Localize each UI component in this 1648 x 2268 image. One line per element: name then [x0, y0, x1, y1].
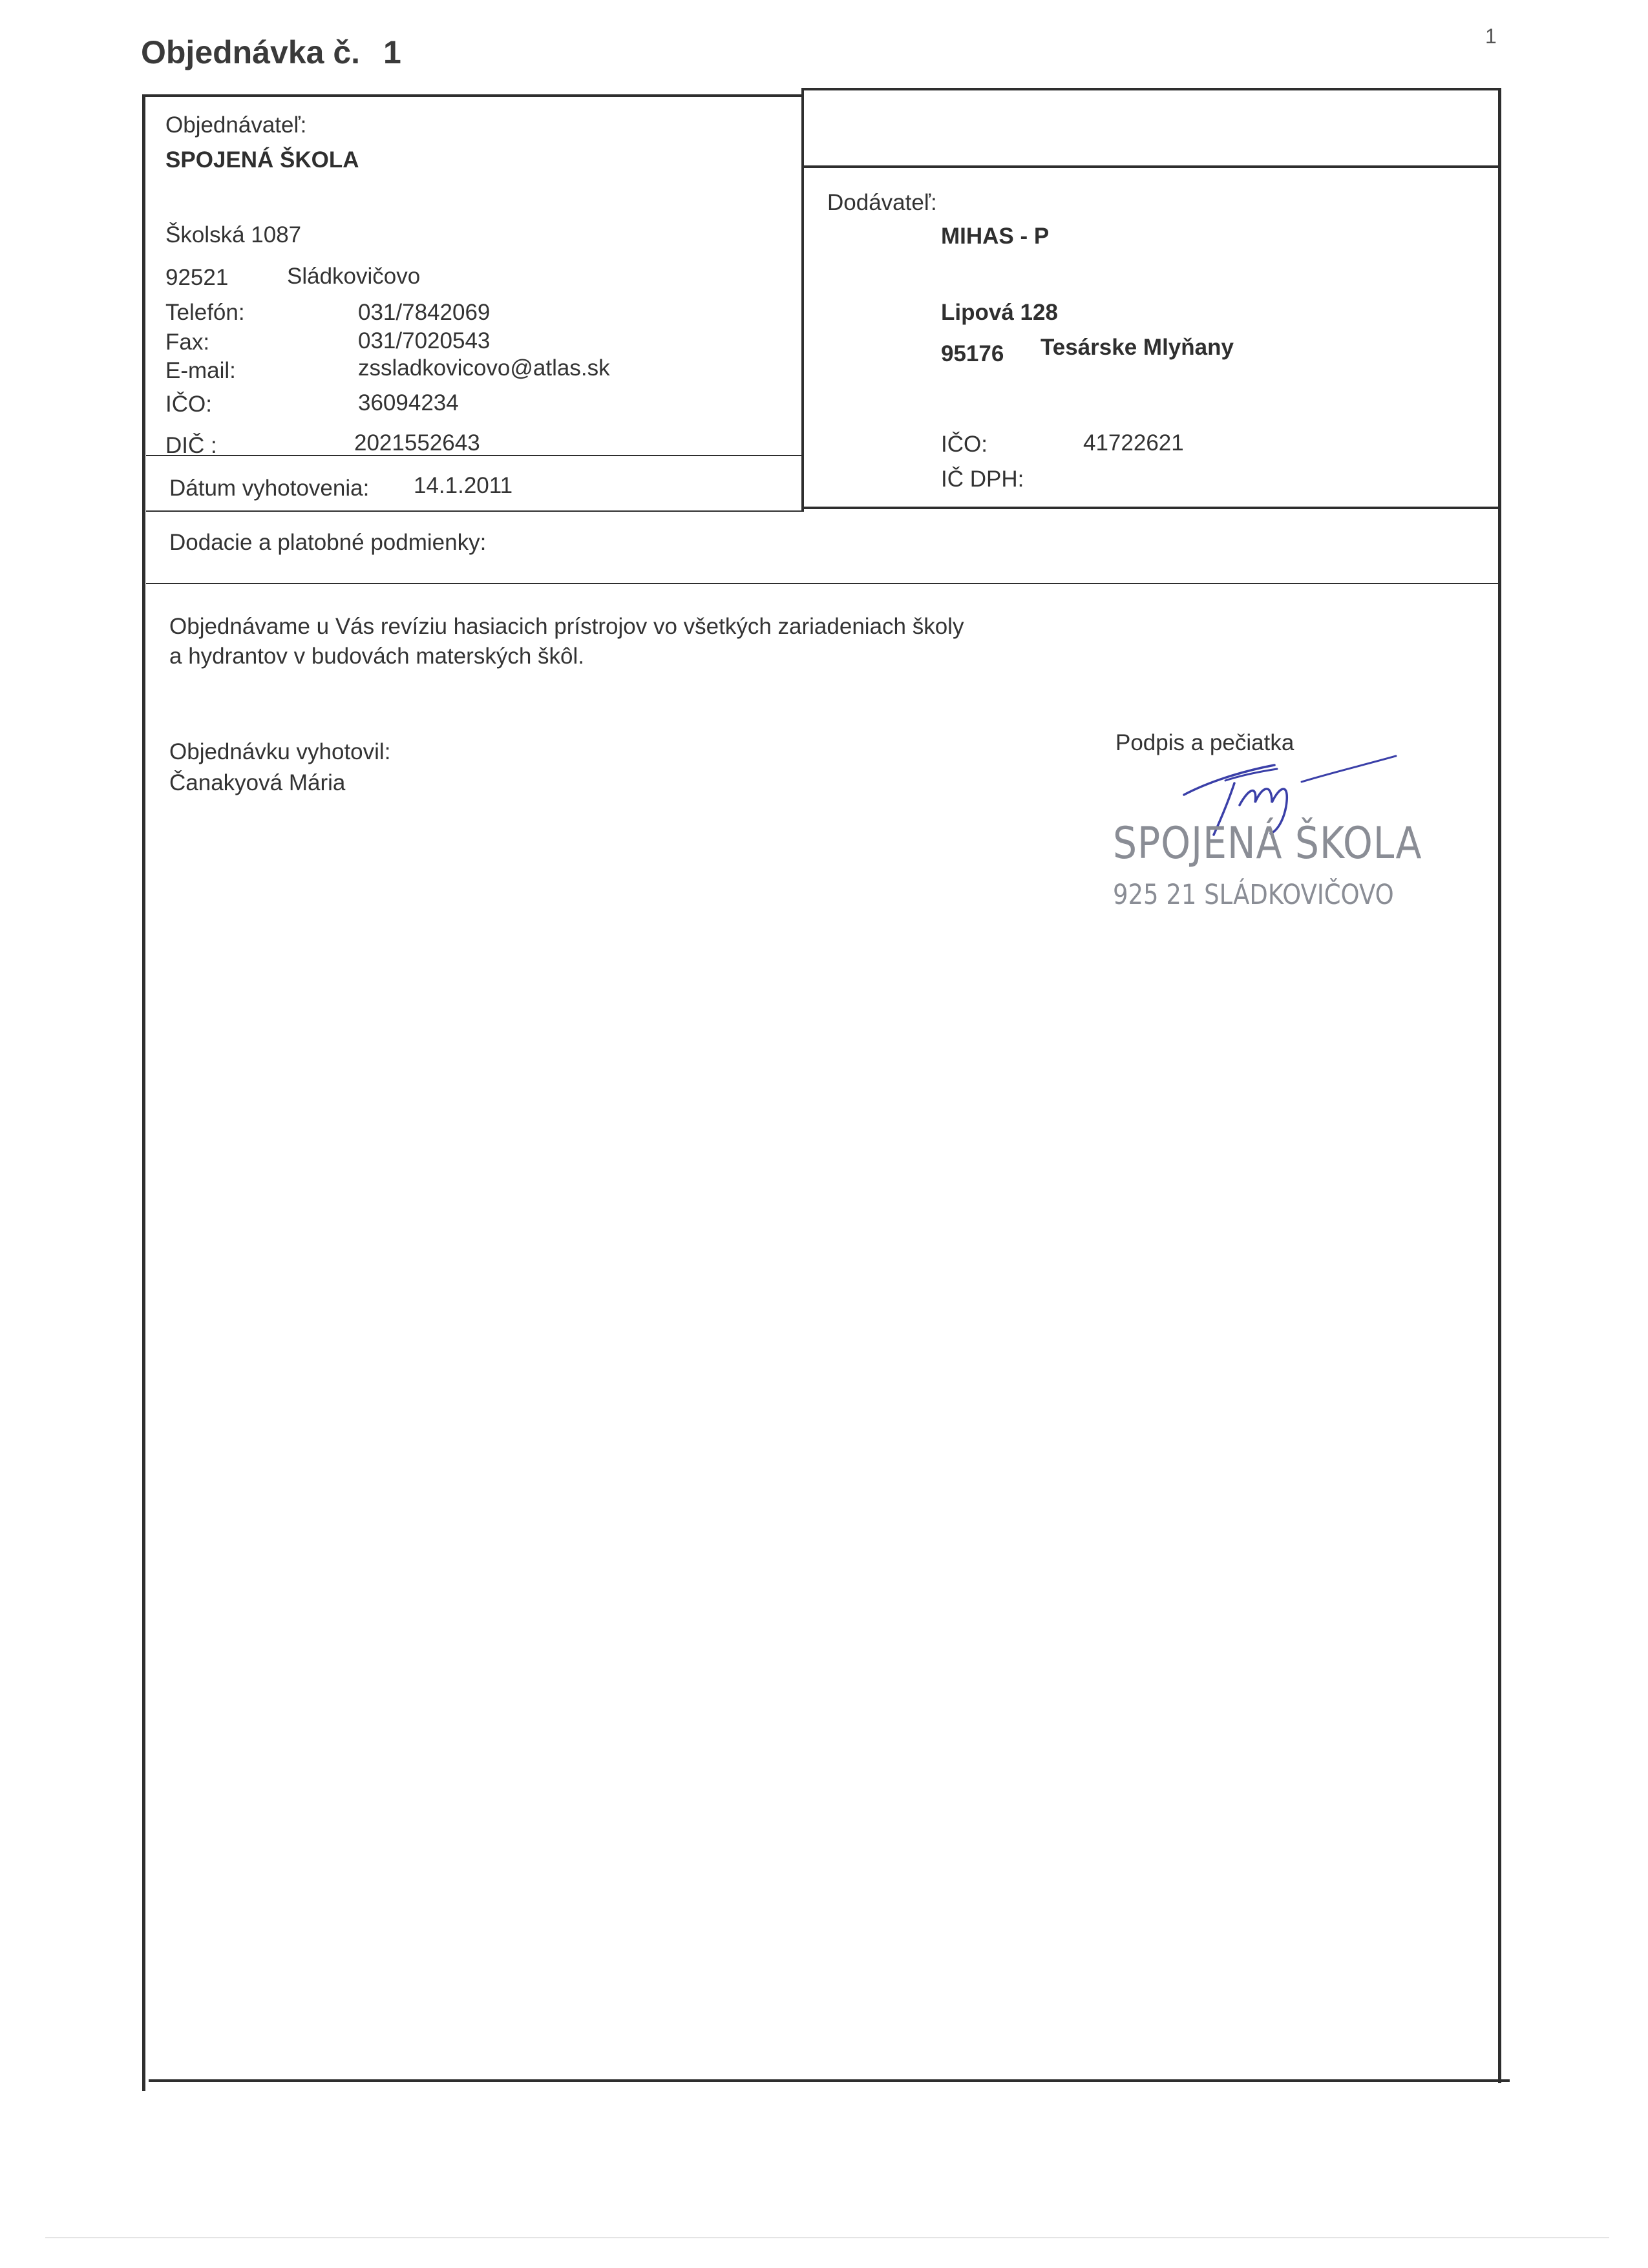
order-text-line1: Objednávame u Vás revíziu hasiacich prístrojov vo všetkých zariadeniach školy	[169, 614, 964, 639]
supplier-street: Lipová 128	[941, 300, 1058, 325]
author-name: Čanakyová Mária	[169, 770, 346, 795]
frame-bottom	[149, 2079, 1510, 2082]
buyer-fax: 031/7020543	[358, 328, 491, 353]
buyer-ico: 36094234	[358, 390, 459, 415]
buyer-street: Školská 1087	[165, 222, 302, 247]
buyer-dic: 2021552643	[354, 430, 480, 456]
terms-label: Dodacie a platobné podmienky:	[169, 530, 487, 555]
buyer-name: SPOJENÁ ŠKOLA	[165, 147, 359, 173]
frame-middle-divider	[801, 88, 804, 512]
buyer-city: Sládkovičovo	[287, 264, 421, 289]
frame-top-right	[801, 88, 1501, 90]
supplier-box-bottom	[801, 507, 1501, 509]
buyer-email: zssladkovicovo@atlas.sk	[358, 355, 610, 381]
buyer-ico-label: IČO:	[165, 392, 212, 417]
buyer-phone-label: Telefón:	[165, 300, 245, 325]
supplier-label: Dodávateľ:	[827, 190, 937, 215]
frame-left	[142, 94, 145, 2091]
buyer-phone: 031/7842069	[358, 300, 491, 325]
buyer-label: Objednávateľ:	[165, 112, 307, 138]
buyer-email-label: E-mail:	[165, 358, 236, 383]
buyer-fax-label: Fax:	[165, 330, 210, 355]
supplier-ico-label: IČO:	[941, 432, 988, 457]
author-label: Objednávku vyhotovil:	[169, 739, 391, 764]
order-number: 1	[383, 34, 401, 70]
date-label: Dátum vyhotovenia:	[169, 476, 370, 501]
order-title	[141, 34, 401, 71]
date-value: 14.1.2011	[414, 473, 513, 498]
supplier-zip: 95176	[941, 341, 1004, 366]
buyer-zip: 92521	[165, 265, 229, 290]
stamp-school-name: SPOJENÁ ŠKOLA	[1113, 818, 1422, 869]
terms-top-divider	[146, 510, 801, 512]
terms-bottom-divider	[146, 583, 1499, 584]
supplier-icdph-label: IČ DPH:	[941, 467, 1024, 492]
order-title-label: Objednávka č.	[141, 34, 361, 70]
frame-top-left	[142, 94, 801, 97]
frame-right	[1498, 88, 1501, 2083]
signature-label: Podpis a pečiatka	[1115, 730, 1294, 755]
scan-edge-line	[45, 2237, 1609, 2238]
supplier-name: MIHAS - P	[941, 224, 1050, 249]
supplier-city: Tesárske Mlyňany	[1041, 335, 1234, 360]
supplier-ico: 41722621	[1083, 430, 1184, 456]
supplier-box-top	[801, 165, 1501, 168]
page-number: 1	[1485, 25, 1497, 48]
order-text-line2: a hydrantov v budovách materských škôl.	[169, 644, 584, 669]
stamp-address: 925 21 SLÁDKOVIČOVO	[1113, 879, 1394, 911]
buyer-dic-label: DIČ :	[165, 433, 217, 458]
